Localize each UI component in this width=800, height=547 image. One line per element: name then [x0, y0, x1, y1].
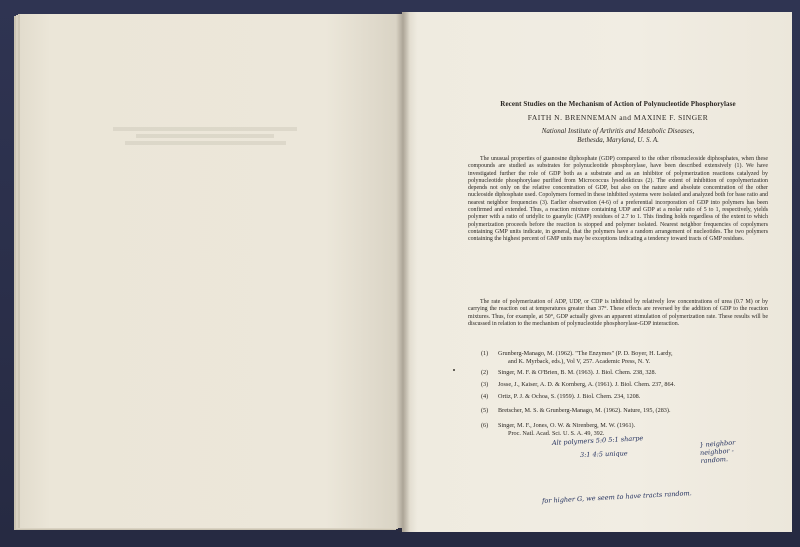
left-page: [20, 14, 402, 528]
handwritten-side-note: } neighbor neighbor - random.: [699, 438, 736, 465]
affiliation-location: Bethesda, Maryland, U. S. A.: [577, 136, 659, 144]
reference-text: Grunberg-Manago, M. (1962). "The Enzymes" (P. D. Boyer, H. Lardy,: [498, 350, 673, 357]
reference-number: (2): [481, 369, 489, 376]
reference-number: (6): [481, 422, 489, 429]
affiliation: [468, 127, 768, 145]
reference-continuation: Proc. Natl. Acad. Sci. U. S. A. 49, 392.: [508, 429, 605, 437]
handwritten-note-line2: 3:1 4:5 unique: [579, 449, 628, 459]
article-authors: FAITH N. BRENNEMAN and MAXINE F. SINGER: [527, 113, 709, 122]
ink-dot: [453, 369, 455, 371]
handwritten-bottom-note: for higher G, we seem to have tracts random.: [541, 489, 692, 505]
reference-text: Josse, J., Kaiser, A. D. & Kornberg, A. (1961). J. Biol. Chem. 237, 864.: [498, 381, 676, 388]
article-title: Recent Studies on the Mechanism of Action of Polynucleotide Phosphorylase: [500, 100, 736, 108]
show-through-text: [90, 124, 320, 148]
reference-number: (4): [481, 393, 489, 400]
paragraph-1: The unusual properties of guanosine diphosphate (GDP) compared to the other ribonucleoside diphosphates, when these compounds are studied as substrates for polynucleotide phosphorylase, have been described extensively (1). We have investigated further the role of GDP both as a substrate and as an inhibitor of polymerization reactions catalyzed by polynucleotide phosphorylase purified from Micrococcus lysodeikticus (2). The extent of inhibition of copolymerization depends not only on the relative concentration of GDP, but also on the nature and absolute concentration of the other nucleoside diphosphate used. Copolymers formed in these inhibited systems were isolated and analyzed both for base ratio and nearest neighbor frequencies (3). Earlier observation (4-6) of a preferential incorporation of GDP into polymers has been confirmed and extended. Thus, a reaction mixture containing UDP and GDP at a molar ratio of 5 to 1, respectively, yields polymer with a ratio of uridylic to guanylic (GMP) residues of 2.7 to 1. This finding holds regardless of the extent to which polymerization proceeds before the reaction is stopped and polymer isolated. Nearest neighbor frequencies of copolymers containing GMP units indicate, in general, that the polymers have a random arrangement of nucleotides. The two polymers containing the highest percent of GMP units may be exceptions indicating a tendency toward tracts of GMP residues.: [468, 156, 768, 243]
handwritten-note-line1: Alt polymers 5:0 5:1 sharpe: [551, 434, 644, 447]
paragraph-2: The rate of polymerization of ADP, UDP, or CDP is inhibited by relatively low concentrations of urea (0.7 M) or by carrying the reaction out at temperatures greater than 37°. These effects are reversed by the addition of GDP to the reaction mixtures. Thus, for example, at 50°, GDP actually gives an apparent stimulation of polymerization rate. These results will be discussed in relation to the mechanism of polynucleotide phosphorylase-GDP interaction.: [468, 299, 768, 327]
book-gutter: [396, 12, 410, 532]
reference-text: Ortiz, P. J. & Ochoa, S. (1959). J. Biol. Chem. 234, 1208.: [498, 393, 641, 400]
open-book: [20, 12, 792, 532]
reference-number: (5): [481, 407, 489, 414]
reference-number: (3): [481, 381, 489, 388]
reference-text: Bretscher, M. S. & Grunberg-Manago, M. (1962). Nature, 195, (283).: [498, 407, 671, 414]
affiliation-institute: National Institute of Arthritis and Metabolic Diseases,: [541, 127, 695, 135]
reference-continuation: and K. Myrback, eds.), Vol V, 257. Academic Press, N. Y.: [508, 357, 651, 365]
reference-text: Singer, M. F. & O'Brien, B. M. (1963). J. Biol. Chem. 238, 328.: [498, 369, 657, 376]
reference-text: Singer, M. F., Jones, O. W. & Nirenberg, M. W. (1961).: [498, 422, 636, 429]
reference-number: (1): [481, 350, 489, 357]
